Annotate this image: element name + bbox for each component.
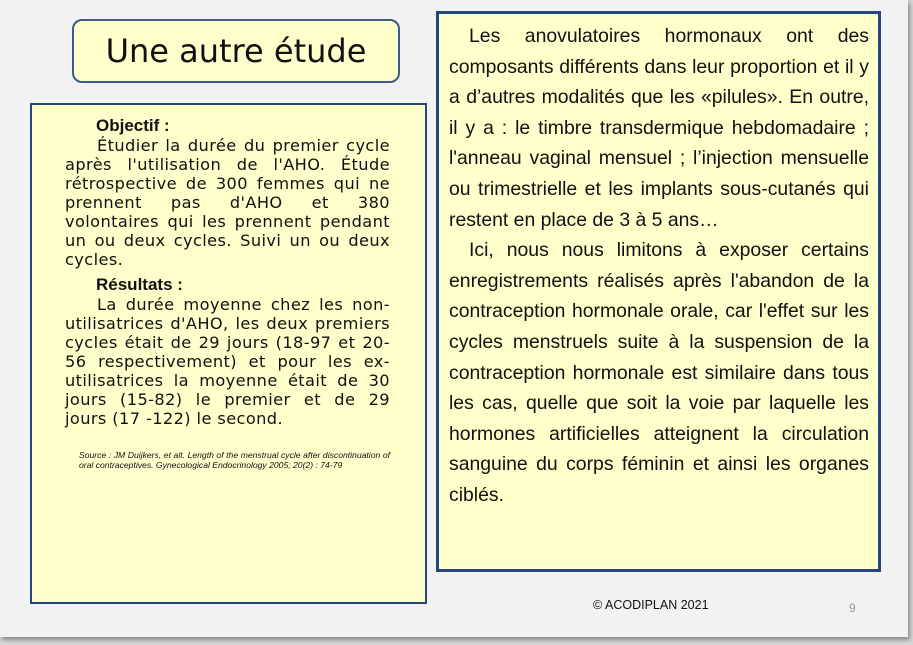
page-number: 9: [849, 601, 856, 615]
objective-heading: Objectif :: [96, 116, 170, 135]
source-citation: Source : JM Duijkers, et alt. Length of the menstrual cycle after discontinuation of oral contraceptives. Gynecological Endocrinology 2005; 20(2) : 74-79: [79, 450, 390, 470]
context-paragraph-2: Ici, nous nous limitons à exposer certains enregistrements réalisés après l'abandon de la contraception hormonale orale, car l'effet sur les cycles menstruels suite à la suspension de la contraception hormonale est similaire dans tous les cas, quelle que soit la voie par laquelle les hormones artificielles atteignent la circulation sanguine du corps féminin et ainsi les organes ciblés.: [449, 239, 869, 506]
context-panel: [436, 11, 881, 572]
context-paragraph-1: Les anovulatoires hormonaux ont des composants différents dans leur proportion et il y a d’autres modalités que les «pilules». En outre, il y a : le timbre transdermique hebdomadaire ; l'anneau vaginal mensuel ; l’injection mensuelle ou trimestrielle et les implants sous-cutanés qui restent en place de 3 à 5 ans…: [449, 25, 869, 231]
slide-title: Une autre étude: [105, 32, 367, 70]
results-text: La durée moyenne chez les non-utilisatrices d'AHO, les deux premiers cycles était de 29 jours (18-97 et 20-56 respectivement) et pour les ex-utilisatrices la moyenne était de 30 jours (15-82) le premier et de 29 jours (17 -122) le second.: [65, 295, 390, 428]
copyright-footer: © ACODIPLAN 2021: [593, 598, 709, 612]
title-box: [72, 19, 400, 83]
objective-text: Étudier la durée du premier cycle après l'utilisation de l'AHO. Étude rétrospective de 300 femmes qui ne prennent pas d'AHO et 380 volontaires qui les prennent pendant un ou deux cycles. Suivi un ou deux cycles.: [65, 136, 390, 269]
results-heading: Résultats :: [96, 275, 183, 294]
study-summary-panel: [30, 103, 427, 604]
